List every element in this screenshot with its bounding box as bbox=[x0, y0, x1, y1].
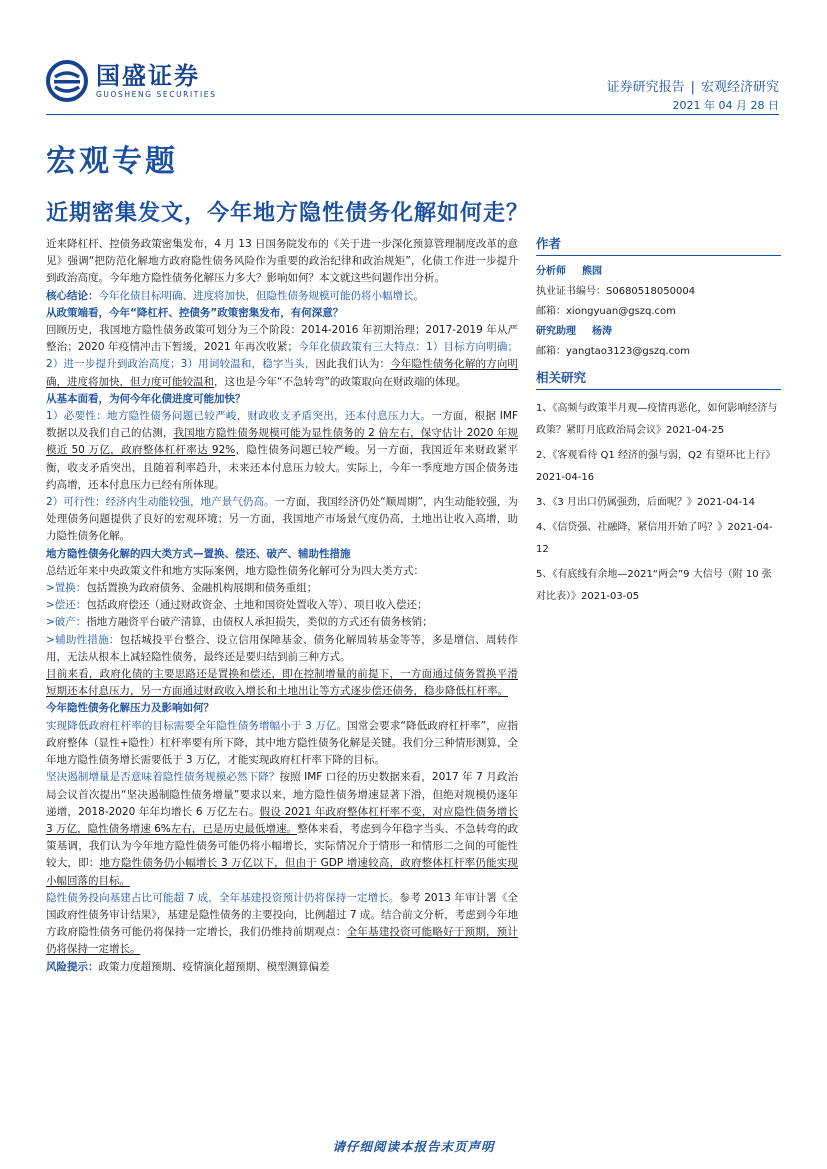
report-subtitle: 近期密集发文，今年地方隐性债务化解如何走？ bbox=[46, 201, 530, 226]
text: 一方面，我国经济仍处“顺周期”，内生动能较强，为处理债务问题提供了良好的宏观环境；另一方面，我国地产市场景气度仍高，土地出让收入高增，助力隐性债务化解。 bbox=[46, 496, 518, 543]
assistant-row bbox=[536, 324, 781, 340]
section-heading-policy: 从政策端看，今年“降杠杆、控债务”政策密集发布，有何深意？ bbox=[46, 306, 344, 319]
text-underline: 我国地方隐性债务规模可能为显性债务的 2 倍左右，保守估计 2020 年规模近 50 万亿，政府整体杠杆率达 92% bbox=[46, 427, 518, 457]
text: 一方面，根据 IMF 数据以及我们自己的估测， bbox=[46, 410, 518, 440]
analyst-name: 熊园 bbox=[582, 266, 602, 277]
text-highlight: 隐性债务投向基建占比可能超 7 成，全年基建投资预计仍将保持一定增长。 bbox=[46, 891, 400, 904]
section-heading-impact: 今年隐性债务化解压力及影响如何？ bbox=[46, 702, 214, 715]
text-underline: 今年隐性债务化解的方向明确，进度将加快，但力度可能较温和 bbox=[46, 358, 519, 388]
footer-disclaimer: 请仔细阅读本报告末页声明 bbox=[332, 1139, 495, 1154]
cert-label: 执业证书编号： bbox=[536, 286, 606, 297]
text-underline: 地方隐性债务仍小幅增长 3 万亿以下，但由于 GDP 增速较高，政府整体杠杆率仍能实现小幅回落的目标。 bbox=[46, 857, 518, 887]
text: 国常会要求“降低政府杠杆率”，应指政府整体（显性+隐性）杠杆率要有所下降，其中地方隐性债务化解是关键。我们分三种情形测算，全年地方隐性债务增长需要低于 3 万亿，才能实现政府杠杆率下降的目标。 bbox=[46, 719, 518, 767]
logo-chinese: 国盛证券 bbox=[96, 62, 200, 90]
text: 包括置换为政府债务、金融机构展期和债务重组； bbox=[86, 582, 318, 595]
related-research-heading: 相关研究 bbox=[536, 370, 781, 390]
paragraph-necessity bbox=[46, 408, 518, 494]
email-label: 邮箱： bbox=[536, 306, 566, 317]
assistant-email-row bbox=[536, 344, 781, 360]
report-date: 2021 年 04 月 28 日 bbox=[672, 99, 779, 112]
text: 因此我们认为： bbox=[315, 358, 391, 371]
paragraph-infrastructure bbox=[46, 890, 518, 959]
paragraph-policy bbox=[46, 322, 518, 391]
authors-heading: 作者 bbox=[536, 236, 781, 256]
assistant-name: 杨涛 bbox=[592, 326, 612, 337]
email-label: 邮箱： bbox=[536, 346, 566, 357]
method-label: >置换： bbox=[46, 582, 87, 595]
text: ，这也是今年“不急转弯”的政策取向在财政端的体现。 bbox=[214, 375, 467, 388]
method-bankruptcy bbox=[46, 614, 518, 631]
main-body bbox=[46, 236, 518, 976]
text: ，隐性债务问题已较严峻。另一方面，我国近年来财政紧平衡，收支矛盾突出，且随着利率趋升，未来还本付息压力较大。实际上，今年一季度地方国企债务违约高增，还本付息压力已经有所体现。 bbox=[46, 444, 519, 491]
paragraph-methods-intro: 总结近年来中央政策文件和地方实际案例，地方隐性债务化解可分为四大类方式： bbox=[46, 564, 424, 577]
header-divider bbox=[46, 114, 779, 115]
method-label: >偿还： bbox=[46, 599, 87, 612]
company-logo bbox=[46, 60, 217, 102]
report-type-line bbox=[607, 76, 779, 95]
text-underline: 假设 2021 年政府整体杠杆率不变，对应隐性债务增长 3 万亿，隐性债务增速 6%左右，已是历史最低增速。 bbox=[46, 805, 518, 835]
risk-label: 风险提示： bbox=[46, 960, 99, 973]
related-research-list bbox=[536, 398, 781, 608]
risk-text: 政策力度超预期、疫情演化超预期、模型测算偏差 bbox=[98, 960, 330, 973]
paragraph-current-approach: 目前来看，政府化债的主要思路还是置换和偿还，即在控制增量的前提下，一方面通过债务置换平滑短期还本付息压力，另一方面通过财政收入增长和土地出让等方式逐步偿还债务，稳步降低杠杆率。 bbox=[46, 668, 518, 698]
method-label: >辅助性措施： bbox=[46, 633, 120, 646]
report-category: 宏观经济研究 bbox=[700, 80, 779, 95]
analyst-row bbox=[536, 264, 781, 280]
text: 指地方融资平台破产清算，由债权人承担损失，类似的方式还有债务核销； bbox=[86, 616, 433, 629]
assistant-email[interactable]: yangtao3123@gszq.com bbox=[566, 346, 691, 357]
logo-english: GUOSHENG SECURITIES bbox=[96, 90, 217, 99]
text: 参考 2013 年审计署《全国政府性债务审计结果》，基建是隐性债务的主要投向，比例超过 7 成。结合前文分析，考虑到今年地方政府隐性债务可能仍将保持一定增长，我们仍维持前期观点： bbox=[46, 891, 518, 939]
text-highlight: 今年化债政策有三大特点：1）目标方向明确；2）进一步提升到政治高度；3）用词较温和，稳字当头， bbox=[46, 341, 518, 371]
text-highlight: 坚决遏制增量是否意味着隐性债务规模必然下降？ bbox=[46, 771, 280, 784]
related-research-item[interactable]: 2、《客观看待 Q1 经济的强与弱，Q2 有望环比上行》2021-04-16 bbox=[536, 450, 776, 483]
method-label: >破产： bbox=[46, 616, 87, 629]
method-replacement bbox=[46, 580, 518, 597]
text: 按照 IMF 口径的历史数据来看，2017 年 7 月政治局会议首次提出“坚决遏制隐性债务增量”要求以来，地方隐性债务增速显著下滑，但绝对规模仍逐年递增，2018-2020 年年均增长 6 万亿左右。 bbox=[46, 771, 518, 818]
cert-row bbox=[536, 284, 781, 300]
cert-number: S0680518050004 bbox=[606, 286, 696, 297]
sidebar bbox=[536, 236, 781, 611]
header-separator: | bbox=[690, 80, 695, 95]
text-highlight: 实现降低政府杠杆率的目标需要全年隐性债务增幅小于 3 万亿。 bbox=[46, 719, 348, 732]
section-heading-fundamentals: 从基本面看，为何今年化债进度可能加快？ bbox=[46, 392, 246, 405]
text-underline: 全年基建投资可能略好于预期，预计仍将保持一定增长。 bbox=[46, 926, 519, 956]
paragraph-target bbox=[46, 718, 518, 770]
text: 回顾历史，我国地方隐性债务政策可划分为三个阶段：2014-2016 年初期治理；2017-2019 年从严整治；2020 年疫情冲击下暂缓，2021 年再次收紧； bbox=[46, 324, 518, 354]
analyst-email[interactable]: xiongyuan@gszq.com bbox=[566, 306, 676, 317]
text: 包括城投平台整合、设立信用保障基金、债务化解周转基金等等，多是增信、周转作用，无法从根本上减轻隐性债务，最终还是要归结到前三种方式。 bbox=[46, 633, 518, 663]
analyst-email-row bbox=[536, 304, 781, 320]
text-highlight: 2）可行性：经济内生动能较强，地产景气仍高。 bbox=[46, 496, 275, 509]
paragraph-increment bbox=[46, 769, 518, 889]
core-text: 今年化债目标明确、进度将加快，但隐性债务规模可能仍将小幅增长。 bbox=[98, 289, 424, 302]
text: 整体来看，考虑到今年稳字当头、不急转弯的政策基调，我们认为今年地方隐性债务可能仍将小幅增长，实际情况介于情形一和情形二之间的可能性较大，即： bbox=[46, 822, 519, 870]
related-research-item[interactable]: 3、《3 月出口仍属强劲，后面呢？》2021-04-14 bbox=[536, 497, 756, 508]
related-research-item[interactable]: 1、《高频与政策半月观—疫情再恶化，如何影响经济与政策？紧盯月底政治局会议》2021-04-25 bbox=[536, 403, 778, 436]
method-auxiliary bbox=[46, 632, 518, 666]
page-title: 宏观专题 bbox=[46, 144, 178, 179]
paragraph-feasibility bbox=[46, 494, 518, 546]
text-highlight: 1）必要性：地方隐性债务问题已较严峻，财政收支矛盾突出，还本付息压力大。 bbox=[46, 410, 432, 423]
guosheng-logo-icon bbox=[46, 60, 88, 102]
text: 包括政府偿还（通过财政资金、土地和国资处置收入等）、项目收入偿还； bbox=[86, 599, 428, 612]
report-type: 证券研究报告 bbox=[606, 80, 685, 95]
section-heading-methods: 地方隐性债务化解的四大类方式—置换、偿还、破产、辅助性措施 bbox=[46, 547, 351, 560]
method-repayment bbox=[46, 597, 518, 614]
related-research-item[interactable]: 5、《有底线有余地—2021“两会”9 大信号（附 10 张对比表）》2021-03-05 bbox=[536, 569, 772, 602]
risk-warning bbox=[46, 959, 518, 976]
assistant-label: 研究助理 bbox=[536, 326, 576, 337]
intro-paragraph: 近来降杠杆、控债务政策密集发布，4 月 13 日国务院发布的《关于进一步深化预算管理制度改革的意见》强调“把防范化解地方政府隐性债务风险作为重要的政治纪律和政治规矩”，化债工作进一步提升到政治高度。今年地方隐性债务化解压力多大？影响如何？本文就这些问题作出分析。 bbox=[46, 238, 518, 285]
core-conclusion bbox=[46, 288, 518, 305]
related-research-item[interactable]: 4、《信贷强、社融降，紧信用开始了吗？》2021-04-12 bbox=[536, 522, 773, 555]
analyst-label: 分析师 bbox=[536, 266, 566, 277]
core-label: 核心结论： bbox=[46, 289, 99, 302]
